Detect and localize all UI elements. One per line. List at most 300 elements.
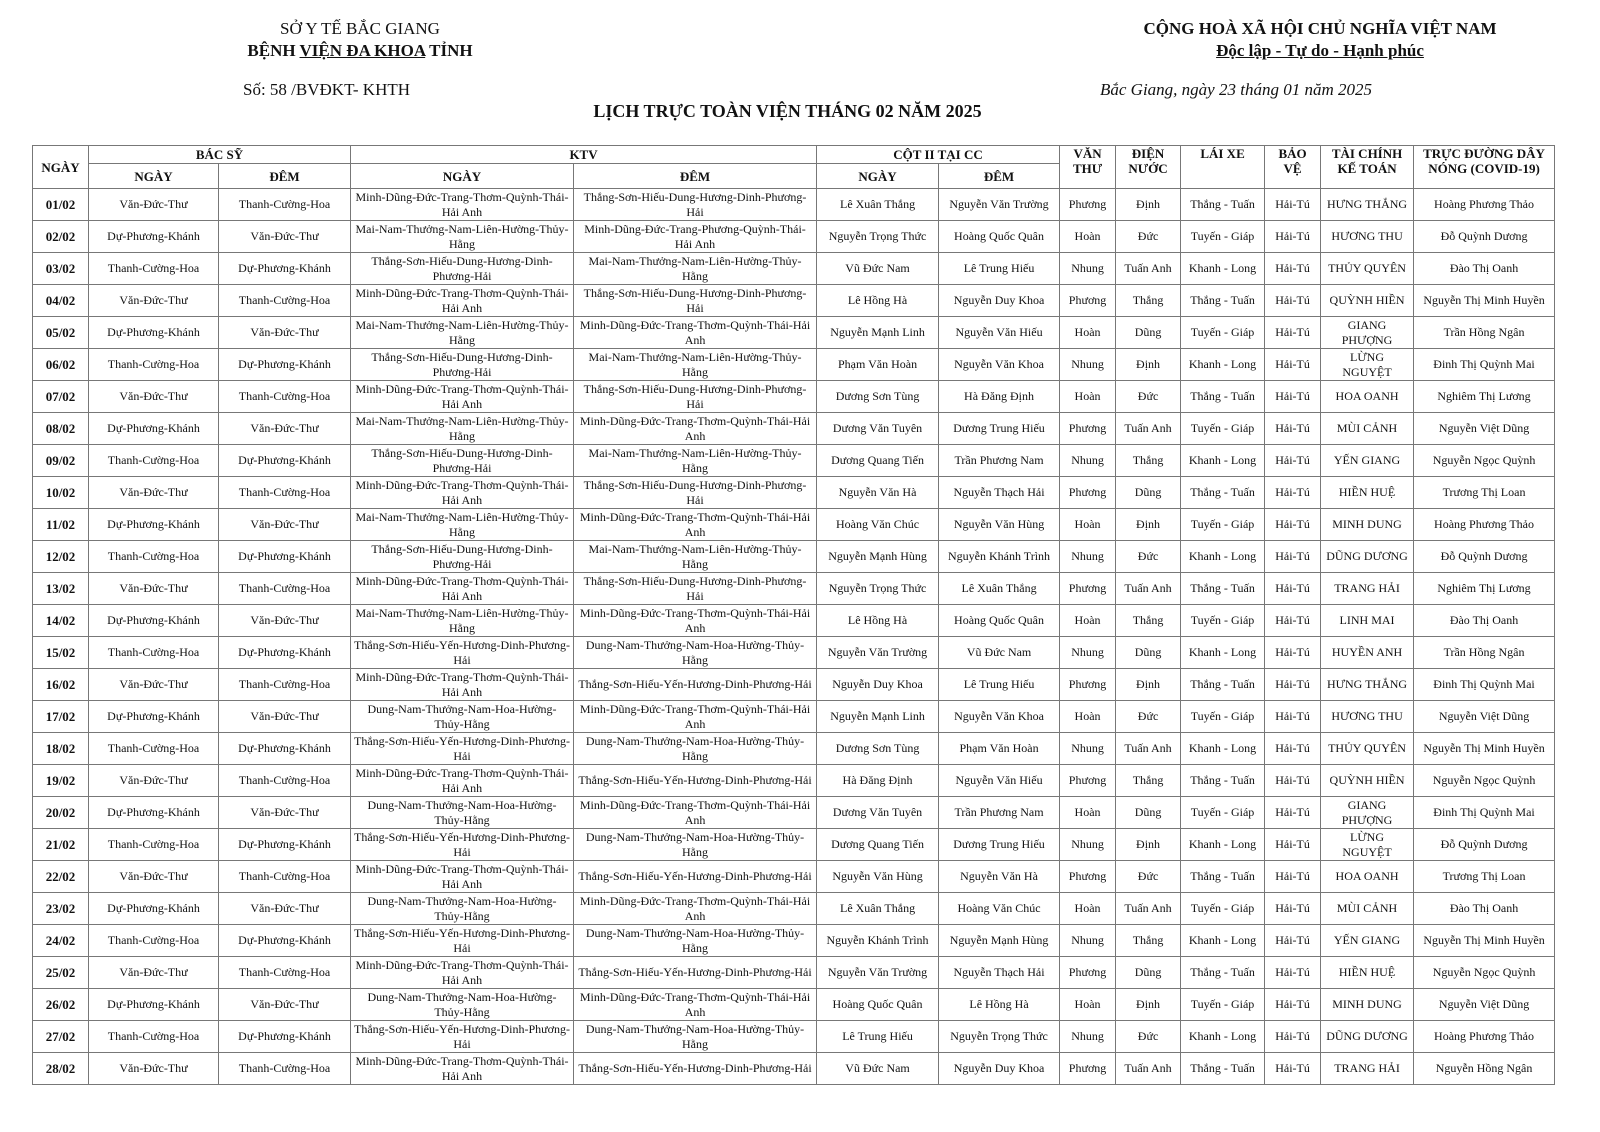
table-row <box>33 765 1555 797</box>
cell-doctor-night: Văn-Đức-Thư <box>219 701 351 733</box>
cell-doctor-day: Thanh-Cường-Hoa <box>89 829 219 861</box>
cell-utility: Định <box>1116 669 1181 701</box>
table-row <box>33 509 1555 541</box>
group-ktv: KTV <box>351 146 817 164</box>
table-row <box>33 541 1555 573</box>
cell-ktv-day: Thắng-Sơn-Hiếu-Yến-Hương-Dinh-Phương-Hải <box>351 1021 574 1053</box>
table-row <box>33 381 1555 413</box>
document-number: Số: 58 /BVĐKT- KHTH <box>243 80 411 99</box>
cell-driver: Khanh - Long <box>1181 829 1265 861</box>
table-row <box>33 317 1555 349</box>
cell-finance: THỦY QUYÊN <box>1321 253 1414 285</box>
cell-clerk: Nhung <box>1060 349 1116 381</box>
cell-cot2-day: Lê Trung Hiếu <box>817 1021 939 1053</box>
cell-date: 14/02 <box>33 605 89 637</box>
cell-driver: Khanh - Long <box>1181 637 1265 669</box>
cell-security: Hải-Tú <box>1265 957 1321 989</box>
cell-cot2-night: Nguyễn Văn Hiếu <box>939 765 1060 797</box>
cell-driver: Thắng - Tuấn <box>1181 1053 1265 1085</box>
cell-driver: Khanh - Long <box>1181 349 1265 381</box>
cell-driver: Tuyến - Giáp <box>1181 509 1265 541</box>
cell-security: Hải-Tú <box>1265 381 1321 413</box>
cell-finance: HUYỀN ANH <box>1321 637 1414 669</box>
cell-doctor-day: Thanh-Cường-Hoa <box>89 925 219 957</box>
cell-doctor-night: Thanh-Cường-Hoa <box>219 285 351 317</box>
department-name: SỞ Y TẾ BẮC GIANG <box>280 19 440 38</box>
cell-utility: Đức <box>1116 1021 1181 1053</box>
cell-ktv-day: Mai-Nam-Thưởng-Nam-Liên-Hường-Thủy-Hằng <box>351 509 574 541</box>
cell-security: Hải-Tú <box>1265 669 1321 701</box>
cell-utility: Định <box>1116 509 1181 541</box>
cell-hotline: Đào Thị Oanh <box>1414 605 1555 637</box>
table-row <box>33 573 1555 605</box>
cell-doctor-night: Thanh-Cường-Hoa <box>219 669 351 701</box>
cell-cot2-night: Trần Phương Nam <box>939 445 1060 477</box>
cell-doctor-night: Dự-Phương-Khánh <box>219 829 351 861</box>
cell-ktv-day: Thắng-Sơn-Hiếu-Dung-Hương-Dinh-Phương-Hải <box>351 541 574 573</box>
hospital-name-prefix: BỆNH <box>247 41 300 60</box>
cell-cot2-day: Lê Xuân Thắng <box>817 189 939 221</box>
cell-security: Hải-Tú <box>1265 509 1321 541</box>
cell-doctor-day: Văn-Đức-Thư <box>89 1053 219 1085</box>
cell-finance: GIANG PHƯỢNG <box>1321 317 1414 349</box>
cell-cot2-night: Nguyễn Thạch Hải <box>939 477 1060 509</box>
table-row <box>33 893 1555 925</box>
cell-driver: Tuyến - Giáp <box>1181 221 1265 253</box>
cell-hotline: Hoàng Phương Thảo <box>1414 189 1555 221</box>
cell-cot2-night: Trần Phương Nam <box>939 797 1060 829</box>
cell-security: Hải-Tú <box>1265 1053 1321 1085</box>
cell-ktv-night: Minh-Dũng-Đức-Trang-Thơm-Quỳnh-Thái-Hải Anh <box>574 509 817 541</box>
cell-security: Hải-Tú <box>1265 893 1321 925</box>
cell-driver: Tuyến - Giáp <box>1181 605 1265 637</box>
cell-security: Hải-Tú <box>1265 829 1321 861</box>
cell-clerk: Phương <box>1060 285 1116 317</box>
cell-cot2-day: Nguyễn Văn Hùng <box>817 861 939 893</box>
cell-doctor-night: Dự-Phương-Khánh <box>219 445 351 477</box>
cell-cot2-day: Dương Quang Tiến <box>817 829 939 861</box>
cell-cot2-day: Dương Sơn Tùng <box>817 733 939 765</box>
cell-ktv-night: Thắng-Sơn-Hiếu-Yến-Hương-Dinh-Phương-Hải <box>574 957 817 989</box>
cell-date: 06/02 <box>33 349 89 381</box>
cell-driver: Tuyến - Giáp <box>1181 989 1265 1021</box>
cell-date: 17/02 <box>33 701 89 733</box>
cell-ktv-night: Minh-Dũng-Đức-Trang-Thơm-Quỳnh-Thái-Hải Anh <box>574 797 817 829</box>
cell-cot2-night: Hoàng Quốc Quân <box>939 605 1060 637</box>
cell-cot2-day: Phạm Văn Hoàn <box>817 349 939 381</box>
cell-cot2-night: Lê Xuân Thắng <box>939 573 1060 605</box>
hospital-name-suffix: TỈNH <box>425 41 473 60</box>
table-row <box>33 829 1555 861</box>
cell-cot2-day: Nguyễn Trọng Thức <box>817 221 939 253</box>
cell-cot2-day: Dương Quang Tiến <box>817 445 939 477</box>
cell-clerk: Hoàn <box>1060 797 1116 829</box>
group-doctor: BÁC SỸ <box>89 146 351 164</box>
cell-doctor-night: Dự-Phương-Khánh <box>219 349 351 381</box>
cell-date: 04/02 <box>33 285 89 317</box>
cell-hotline: Trương Thị Loan <box>1414 477 1555 509</box>
cell-date: 26/02 <box>33 989 89 1021</box>
cell-hotline: Trương Thị Loan <box>1414 861 1555 893</box>
table-row <box>33 701 1555 733</box>
cell-date: 01/02 <box>33 189 89 221</box>
cell-ktv-day: Minh-Dũng-Đức-Trang-Thơm-Quỳnh-Thái-Hải Anh <box>351 189 574 221</box>
cell-doctor-day: Văn-Đức-Thư <box>89 861 219 893</box>
cell-hotline: Nghiêm Thị Lương <box>1414 573 1555 605</box>
cell-ktv-night: Thắng-Sơn-Hiếu-Dung-Hương-Dinh-Phương-Hải <box>574 381 817 413</box>
cell-driver: Khanh - Long <box>1181 1021 1265 1053</box>
table-row <box>33 637 1555 669</box>
hospital-name-underlined: VIỆN ĐA KHOA <box>299 41 426 60</box>
cell-ktv-day: Mai-Nam-Thưởng-Nam-Liên-Hường-Thủy-Hằng <box>351 413 574 445</box>
cell-driver: Tuyến - Giáp <box>1181 317 1265 349</box>
cell-hotline: Nguyễn Ngọc Quỳnh <box>1414 445 1555 477</box>
cell-date: 05/02 <box>33 317 89 349</box>
cell-hotline: Nghiêm Thị Lương <box>1414 381 1555 413</box>
cell-date: 03/02 <box>33 253 89 285</box>
cell-cot2-day: Hoàng Quốc Quân <box>817 989 939 1021</box>
cell-cot2-night: Nguyễn Văn Khoa <box>939 701 1060 733</box>
cell-hotline: Nguyễn Việt Dũng <box>1414 701 1555 733</box>
cell-ktv-night: Minh-Dũng-Đức-Trang-Thơm-Quỳnh-Thái-Hải Anh <box>574 989 817 1021</box>
cell-utility: Tuấn Anh <box>1116 1053 1181 1085</box>
cell-date: 11/02 <box>33 509 89 541</box>
cell-finance: YẾN GIANG <box>1321 925 1414 957</box>
cell-ktv-day: Dung-Nam-Thưởng-Nam-Hoa-Hường-Thủy-Hằng <box>351 797 574 829</box>
cell-ktv-night: Minh-Dũng-Đức-Trang-Thơm-Quỳnh-Thái-Hải Anh <box>574 893 817 925</box>
cell-ktv-day: Thắng-Sơn-Hiếu-Yến-Hương-Dinh-Phương-Hải <box>351 637 574 669</box>
cell-driver: Tuyến - Giáp <box>1181 797 1265 829</box>
cell-finance: GIANG PHƯỢNG <box>1321 797 1414 829</box>
cell-ktv-day: Minh-Dũng-Đức-Trang-Thơm-Quỳnh-Thái-Hải Anh <box>351 477 574 509</box>
col-clerk: VĂN THƯ <box>1060 146 1116 189</box>
cell-driver: Thắng - Tuấn <box>1181 861 1265 893</box>
cell-doctor-day: Văn-Đức-Thư <box>89 957 219 989</box>
cell-ktv-day: Thắng-Sơn-Hiếu-Dung-Hương-Dinh-Phương-Hải <box>351 349 574 381</box>
cell-finance: DŨNG DƯƠNG <box>1321 1021 1414 1053</box>
table-body <box>33 189 1555 1085</box>
col-doctor-night: ĐÊM <box>219 164 351 189</box>
table-row <box>33 989 1555 1021</box>
cell-cot2-day: Nguyễn Trọng Thức <box>817 573 939 605</box>
table-row <box>33 253 1555 285</box>
cell-ktv-day: Minh-Dũng-Đức-Trang-Thơm-Quỳnh-Thái-Hải Anh <box>351 285 574 317</box>
cell-hotline: Đỗ Quỳnh Dương <box>1414 541 1555 573</box>
cell-clerk: Phương <box>1060 413 1116 445</box>
cell-finance: HOA OANH <box>1321 861 1414 893</box>
cell-doctor-day: Dự-Phương-Khánh <box>89 797 219 829</box>
place-and-date: Bắc Giang, ngày 23 tháng 01 năm 2025 <box>1100 80 1372 99</box>
cell-security: Hải-Tú <box>1265 541 1321 573</box>
cell-driver: Khanh - Long <box>1181 733 1265 765</box>
cell-driver: Thắng - Tuấn <box>1181 189 1265 221</box>
cell-clerk: Hoàn <box>1060 605 1116 637</box>
table-row <box>33 413 1555 445</box>
col-security: BẢO VỆ <box>1265 146 1321 189</box>
cell-ktv-night: Minh-Dũng-Đức-Trang-Thơm-Quỳnh-Thái-Hải Anh <box>574 605 817 637</box>
cell-cot2-night: Hà Đăng Định <box>939 381 1060 413</box>
cell-hotline: Đinh Thị Quỳnh Mai <box>1414 669 1555 701</box>
cell-utility: Đức <box>1116 541 1181 573</box>
cell-clerk: Nhung <box>1060 637 1116 669</box>
cell-doctor-night: Thanh-Cường-Hoa <box>219 861 351 893</box>
cell-ktv-day: Mai-Nam-Thưởng-Nam-Liên-Hường-Thủy-Hằng <box>351 221 574 253</box>
cell-cot2-night: Nguyễn Thạch Hải <box>939 957 1060 989</box>
cell-utility: Dũng <box>1116 317 1181 349</box>
cell-hotline: Nguyễn Thị Minh Huyền <box>1414 733 1555 765</box>
table-row <box>33 221 1555 253</box>
cell-doctor-day: Dự-Phương-Khánh <box>89 413 219 445</box>
cell-driver: Thắng - Tuấn <box>1181 669 1265 701</box>
cell-security: Hải-Tú <box>1265 445 1321 477</box>
duty-roster-table <box>32 145 1555 1085</box>
cell-doctor-day: Thanh-Cường-Hoa <box>89 1021 219 1053</box>
cell-date: 12/02 <box>33 541 89 573</box>
cell-ktv-night: Dung-Nam-Thưởng-Nam-Hoa-Hường-Thủy-Hằng <box>574 925 817 957</box>
cell-doctor-day: Thanh-Cường-Hoa <box>89 541 219 573</box>
cell-date: 07/02 <box>33 381 89 413</box>
cell-finance: MÙI CẢNH <box>1321 413 1414 445</box>
table-row <box>33 1053 1555 1085</box>
cell-cot2-night: Nguyễn Duy Khoa <box>939 1053 1060 1085</box>
cell-security: Hải-Tú <box>1265 765 1321 797</box>
cell-date: 22/02 <box>33 861 89 893</box>
hospital-name <box>210 40 510 62</box>
cell-security: Hải-Tú <box>1265 317 1321 349</box>
cell-cot2-night: Nguyễn Văn Hà <box>939 861 1060 893</box>
cell-clerk: Hoàn <box>1060 221 1116 253</box>
col-utility: ĐIỆN NƯỚC <box>1116 146 1181 189</box>
cell-doctor-day: Thanh-Cường-Hoa <box>89 349 219 381</box>
cell-clerk: Hoàn <box>1060 317 1116 349</box>
cell-ktv-day: Minh-Dũng-Đức-Trang-Thơm-Quỳnh-Thái-Hải Anh <box>351 669 574 701</box>
cell-cot2-day: Dương Sơn Tùng <box>817 381 939 413</box>
cell-finance: LỪNG NGUYỆT <box>1321 349 1414 381</box>
cell-ktv-day: Minh-Dũng-Đức-Trang-Thơm-Quỳnh-Thái-Hải Anh <box>351 861 574 893</box>
cell-cot2-day: Dương Văn Tuyên <box>817 413 939 445</box>
cell-ktv-night: Thắng-Sơn-Hiếu-Dung-Hương-Dinh-Phương-Hải <box>574 573 817 605</box>
col-cot2-night: ĐÊM <box>939 164 1060 189</box>
cell-clerk: Nhung <box>1060 541 1116 573</box>
cell-cot2-night: Dương Trung Hiếu <box>939 829 1060 861</box>
cell-ktv-night: Thắng-Sơn-Hiếu-Yến-Hương-Dinh-Phương-Hải <box>574 1053 817 1085</box>
cell-date: 09/02 <box>33 445 89 477</box>
cell-date: 21/02 <box>33 829 89 861</box>
cell-finance: TRANG HẢI <box>1321 573 1414 605</box>
cell-ktv-night: Thắng-Sơn-Hiếu-Dung-Hương-Dinh-Phương-Hải <box>574 285 817 317</box>
cell-ktv-day: Dung-Nam-Thưởng-Nam-Hoa-Hường-Thủy-Hằng <box>351 989 574 1021</box>
cell-finance: HIỀN HUỆ <box>1321 957 1414 989</box>
cell-security: Hải-Tú <box>1265 925 1321 957</box>
cell-date: 02/02 <box>33 221 89 253</box>
table-row <box>33 445 1555 477</box>
table-row <box>33 957 1555 989</box>
cell-doctor-day: Dự-Phương-Khánh <box>89 317 219 349</box>
cell-date: 25/02 <box>33 957 89 989</box>
cell-clerk: Nhung <box>1060 829 1116 861</box>
cell-hotline: Nguyễn Ngọc Quỳnh <box>1414 765 1555 797</box>
cell-doctor-night: Thanh-Cường-Hoa <box>219 381 351 413</box>
cell-date: 28/02 <box>33 1053 89 1085</box>
cell-ktv-day: Thắng-Sơn-Hiếu-Yến-Hương-Dinh-Phương-Hải <box>351 925 574 957</box>
cell-clerk: Phương <box>1060 669 1116 701</box>
cell-date: 19/02 <box>33 765 89 797</box>
cell-security: Hải-Tú <box>1265 573 1321 605</box>
cell-finance: HƯƠNG THU <box>1321 221 1414 253</box>
cell-utility: Dũng <box>1116 637 1181 669</box>
cell-cot2-night: Nguyễn Văn Trường <box>939 189 1060 221</box>
cell-clerk: Hoàn <box>1060 701 1116 733</box>
cell-hotline: Đào Thị Oanh <box>1414 893 1555 925</box>
cell-utility: Đức <box>1116 701 1181 733</box>
cell-driver: Tuyến - Giáp <box>1181 701 1265 733</box>
cell-utility: Tuấn Anh <box>1116 253 1181 285</box>
cell-clerk: Hoàn <box>1060 509 1116 541</box>
cell-finance: HIỀN HUỆ <box>1321 477 1414 509</box>
cell-finance: TRANG HẢI <box>1321 1053 1414 1085</box>
cell-clerk: Phương <box>1060 765 1116 797</box>
col-ktv-day: NGÀY <box>351 164 574 189</box>
cell-clerk: Nhung <box>1060 1021 1116 1053</box>
table-row <box>33 797 1555 829</box>
cell-ktv-night: Thắng-Sơn-Hiếu-Dung-Hương-Dinh-Phương-Hải <box>574 189 817 221</box>
group-cot2: CỘT II TẠI CC <box>817 146 1060 164</box>
col-ktv-night: ĐÊM <box>574 164 817 189</box>
table-row <box>33 733 1555 765</box>
cell-cot2-night: Dương Trung Hiếu <box>939 413 1060 445</box>
cell-utility: Dũng <box>1116 797 1181 829</box>
cell-ktv-day: Minh-Dũng-Đức-Trang-Thơm-Quỳnh-Thái-Hải Anh <box>351 1053 574 1085</box>
cell-clerk: Nhung <box>1060 925 1116 957</box>
cell-hotline: Nguyễn Việt Dũng <box>1414 413 1555 445</box>
table-row <box>33 189 1555 221</box>
cell-doctor-night: Dự-Phương-Khánh <box>219 637 351 669</box>
cell-ktv-day: Dung-Nam-Thưởng-Nam-Hoa-Hường-Thủy-Hằng <box>351 701 574 733</box>
cell-finance: MÙI CẢNH <box>1321 893 1414 925</box>
cell-doctor-day: Văn-Đức-Thư <box>89 765 219 797</box>
cell-doctor-night: Thanh-Cường-Hoa <box>219 573 351 605</box>
cell-hotline: Nguyễn Hồng Ngân <box>1414 1053 1555 1085</box>
cell-clerk: Phương <box>1060 957 1116 989</box>
cell-security: Hải-Tú <box>1265 221 1321 253</box>
cell-ktv-day: Mai-Nam-Thưởng-Nam-Liên-Hường-Thủy-Hằng <box>351 317 574 349</box>
cell-hotline: Đinh Thị Quỳnh Mai <box>1414 797 1555 829</box>
cell-hotline: Nguyễn Việt Dũng <box>1414 989 1555 1021</box>
cell-cot2-night: Hoàng Văn Chúc <box>939 893 1060 925</box>
cell-cot2-night: Nguyễn Văn Hiếu <box>939 317 1060 349</box>
table-row <box>33 861 1555 893</box>
cell-driver: Tuyến - Giáp <box>1181 413 1265 445</box>
table-header <box>33 146 1555 189</box>
table-row <box>33 605 1555 637</box>
cell-clerk: Phương <box>1060 861 1116 893</box>
cell-finance: DŨNG DƯƠNG <box>1321 541 1414 573</box>
cell-finance: HƯNG THẮNG <box>1321 669 1414 701</box>
cell-date: 08/02 <box>33 413 89 445</box>
cell-ktv-day: Thắng-Sơn-Hiếu-Dung-Hương-Dinh-Phương-Hải <box>351 253 574 285</box>
cell-cot2-day: Nguyễn Văn Trường <box>817 637 939 669</box>
cell-clerk: Hoàn <box>1060 989 1116 1021</box>
document-title: LỊCH TRỰC TOÀN VIỆN THÁNG 02 NĂM 2025 <box>593 101 982 121</box>
cell-utility: Thắng <box>1116 445 1181 477</box>
cell-clerk: Phương <box>1060 189 1116 221</box>
cell-hotline: Đinh Thị Quỳnh Mai <box>1414 349 1555 381</box>
cell-ktv-night: Mai-Nam-Thưởng-Nam-Liên-Hường-Thủy-Hằng <box>574 349 817 381</box>
cell-utility: Thắng <box>1116 765 1181 797</box>
cell-date: 10/02 <box>33 477 89 509</box>
cell-ktv-day: Minh-Dũng-Đức-Trang-Thơm-Quỳnh-Thái-Hải Anh <box>351 957 574 989</box>
cell-driver: Thắng - Tuấn <box>1181 285 1265 317</box>
cell-date: 15/02 <box>33 637 89 669</box>
cell-doctor-night: Thanh-Cường-Hoa <box>219 1053 351 1085</box>
cell-cot2-night: Lê Trung Hiếu <box>939 253 1060 285</box>
cell-cot2-day: Dương Văn Tuyên <box>817 797 939 829</box>
cell-date: 27/02 <box>33 1021 89 1053</box>
cell-hotline: Hoàng Phương Thảo <box>1414 1021 1555 1053</box>
cell-security: Hải-Tú <box>1265 861 1321 893</box>
cell-cot2-day: Nguyễn Văn Hà <box>817 477 939 509</box>
cell-date: 13/02 <box>33 573 89 605</box>
nation-name: CỘNG HOÀ XÃ HỘI CHỦ NGHĨA VIỆT NAM <box>1143 19 1497 38</box>
cell-cot2-night: Nguyễn Văn Hùng <box>939 509 1060 541</box>
national-header <box>1050 18 1590 62</box>
cell-hotline: Trần Hồng Ngân <box>1414 317 1555 349</box>
cell-date: 20/02 <box>33 797 89 829</box>
cell-security: Hải-Tú <box>1265 637 1321 669</box>
cell-doctor-night: Thanh-Cường-Hoa <box>219 765 351 797</box>
cell-cot2-night: Phạm Văn Hoàn <box>939 733 1060 765</box>
cell-doctor-night: Văn-Đức-Thư <box>219 413 351 445</box>
cell-cot2-night: Nguyễn Khánh Trình <box>939 541 1060 573</box>
cell-ktv-night: Minh-Dũng-Đức-Trang-Thơm-Quỳnh-Thái-Hải Anh <box>574 701 817 733</box>
cell-doctor-night: Thanh-Cường-Hoa <box>219 957 351 989</box>
cell-ktv-day: Minh-Dũng-Đức-Trang-Thơm-Quỳnh-Thái-Hải Anh <box>351 381 574 413</box>
cell-doctor-day: Dự-Phương-Khánh <box>89 893 219 925</box>
cell-hotline: Nguyễn Ngọc Quỳnh <box>1414 957 1555 989</box>
cell-cot2-day: Nguyễn Duy Khoa <box>817 669 939 701</box>
cell-security: Hải-Tú <box>1265 253 1321 285</box>
cell-finance: QUỲNH HIỀN <box>1321 285 1414 317</box>
table-row <box>33 285 1555 317</box>
table-row <box>33 1021 1555 1053</box>
cell-security: Hải-Tú <box>1265 605 1321 637</box>
cell-driver: Khanh - Long <box>1181 445 1265 477</box>
cell-clerk: Hoàn <box>1060 893 1116 925</box>
cell-finance: MINH DUNG <box>1321 509 1414 541</box>
cell-cot2-day: Lê Xuân Thắng <box>817 893 939 925</box>
cell-hotline: Đỗ Quỳnh Dương <box>1414 829 1555 861</box>
cell-clerk: Nhung <box>1060 253 1116 285</box>
cell-security: Hải-Tú <box>1265 285 1321 317</box>
cell-driver: Khanh - Long <box>1181 541 1265 573</box>
cell-utility: Thắng <box>1116 605 1181 637</box>
cell-doctor-day: Văn-Đức-Thư <box>89 285 219 317</box>
cell-cot2-day: Lê Hồng Hà <box>817 285 939 317</box>
cell-utility: Thắng <box>1116 925 1181 957</box>
cell-utility: Đức <box>1116 221 1181 253</box>
national-motto: Độc lập - Tự do - Hạnh phúc <box>1216 41 1424 60</box>
cell-cot2-day: Vũ Đức Nam <box>817 253 939 285</box>
cell-utility: Dũng <box>1116 477 1181 509</box>
cell-cot2-day: Nguyễn Mạnh Linh <box>817 317 939 349</box>
cell-clerk: Nhung <box>1060 445 1116 477</box>
cell-ktv-night: Thắng-Sơn-Hiếu-Yến-Hương-Dinh-Phương-Hải <box>574 669 817 701</box>
cell-security: Hải-Tú <box>1265 733 1321 765</box>
cell-utility: Tuấn Anh <box>1116 413 1181 445</box>
cell-utility: Định <box>1116 189 1181 221</box>
table-row <box>33 669 1555 701</box>
cell-driver: Khanh - Long <box>1181 925 1265 957</box>
